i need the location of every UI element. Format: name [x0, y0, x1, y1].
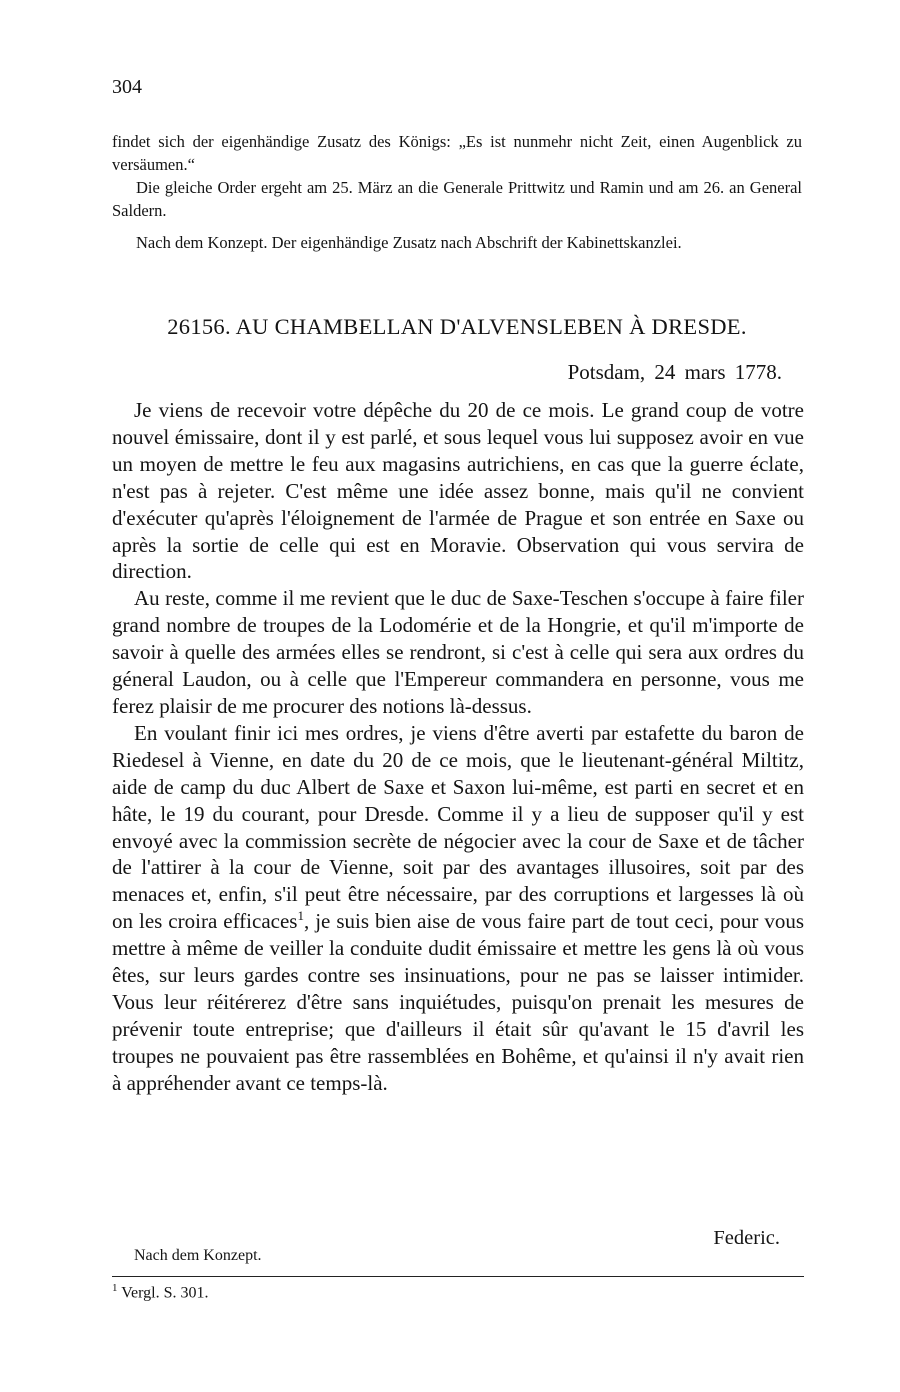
letter-body	[112, 397, 804, 1097]
page-number: 304	[112, 76, 142, 98]
paragraph-3-text-before: En voulant finir ici mes ordres, je viens d'être averti par estafette du baron de Riedesel à Vienne, en date du 20 de ce mois, que le lieutenant-général Miltitz, aide de camp du duc Albert de Saxe et Saxon lui-même, est parti en secret et en hâte, le 19 du courant, pour Dresde. Comme il y a lieu de supposer qu'il y est envoyé avec la commission secrète de négocier avec la cour de Saxe et de tâcher de l'attirer à la cour de Vienne, soit par des avantages illusoires, soit par des menaces et, enfin, s'il peut être nécessaire, par des corruptions et largesses là où on les croira efficaces	[112, 720, 804, 934]
footnote-marker: 1	[112, 1282, 118, 1294]
letter-dateline: Potsdam, 24 mars 1778.	[567, 360, 782, 384]
footnote-divider	[112, 1276, 804, 1277]
letter-heading: 26156. AU CHAMBELLAN D'ALVENSLEBEN À DRESDE.	[167, 314, 747, 339]
footnote-reference: 1	[297, 908, 304, 924]
signature: Federic.	[713, 1227, 780, 1249]
note-royal-addition: findet sich der eigenhändige Zusatz des Königs: „Es ist nunmehr nicht Zeit, einen Augenblick zu versäumen.“	[112, 132, 802, 174]
letter-source-note: Nach dem Konzept.	[134, 1247, 262, 1264]
letter-paragraph-3	[112, 720, 804, 1097]
letter-paragraph-1: Je viens de recevoir votre dépêche du 20 de ce mois. Le grand coup de votre nouvel émissaire, dont il y est parlé, et sous lequel vous lui supposez avoir en vue un moyen de mettre le feu aux magasins autrichiens, en cas que la guerre éclate, n'est pas à rejeter. C'est même une idée assez bonne, mais qu'il ne convient d'exécuter qu'après l'éloignement de l'armée de Prague et son entrée en Saxe ou après la sortie de celle qui est en Moravie. Observation qui vous servira de direction.	[112, 398, 804, 584]
paragraph-3-text-after: , je suis bien aise de vous faire part de tout ceci, pour vous mettre à même de veiller la conduite dudit émissaire et mettre les gens là où vous êtes, sur leurs gardes contre ses insinuations, pour ne pas se laisser intimider. Vous leur réitérerez d'être sans inquiétudes, puisqu'on prenait les mesures de prévenir toute entreprise; que d'ailleurs il était sûr qu'avant le 15 d'avril les troupes ne pouvaient pas être rassemblées en Bohême, et qu'ainsi il n'y avait rien à appréhender avant ce temps-là.	[112, 909, 804, 1095]
footnote	[112, 1282, 208, 1302]
note-source: Nach dem Konzept. Der eigenhändige Zusatz nach Abschrift der Kabinettskanzlei.	[136, 233, 682, 252]
note-same-order: Die gleiche Order ergeht am 25. März an die Generale Prittwitz und Ramin und am 26. an General Saldern.	[112, 178, 802, 220]
footnote-text: Vergl. S. 301.	[121, 1284, 209, 1302]
letter-paragraph-2: Au reste, comme il me revient que le duc de Saxe-Teschen s'occupe à faire filer grand nombre de troupes de la Lodomérie et de la Hongrie, et qu'il m'importe de savoir à quelle des armées elles se rendront, si c'est à celle qui sera aux ordres du géneral Laudon, ou à celle que l'Empereur commandera en personne, vous me ferez plaisir de me procurer des notions là-dessus.	[112, 586, 804, 718]
